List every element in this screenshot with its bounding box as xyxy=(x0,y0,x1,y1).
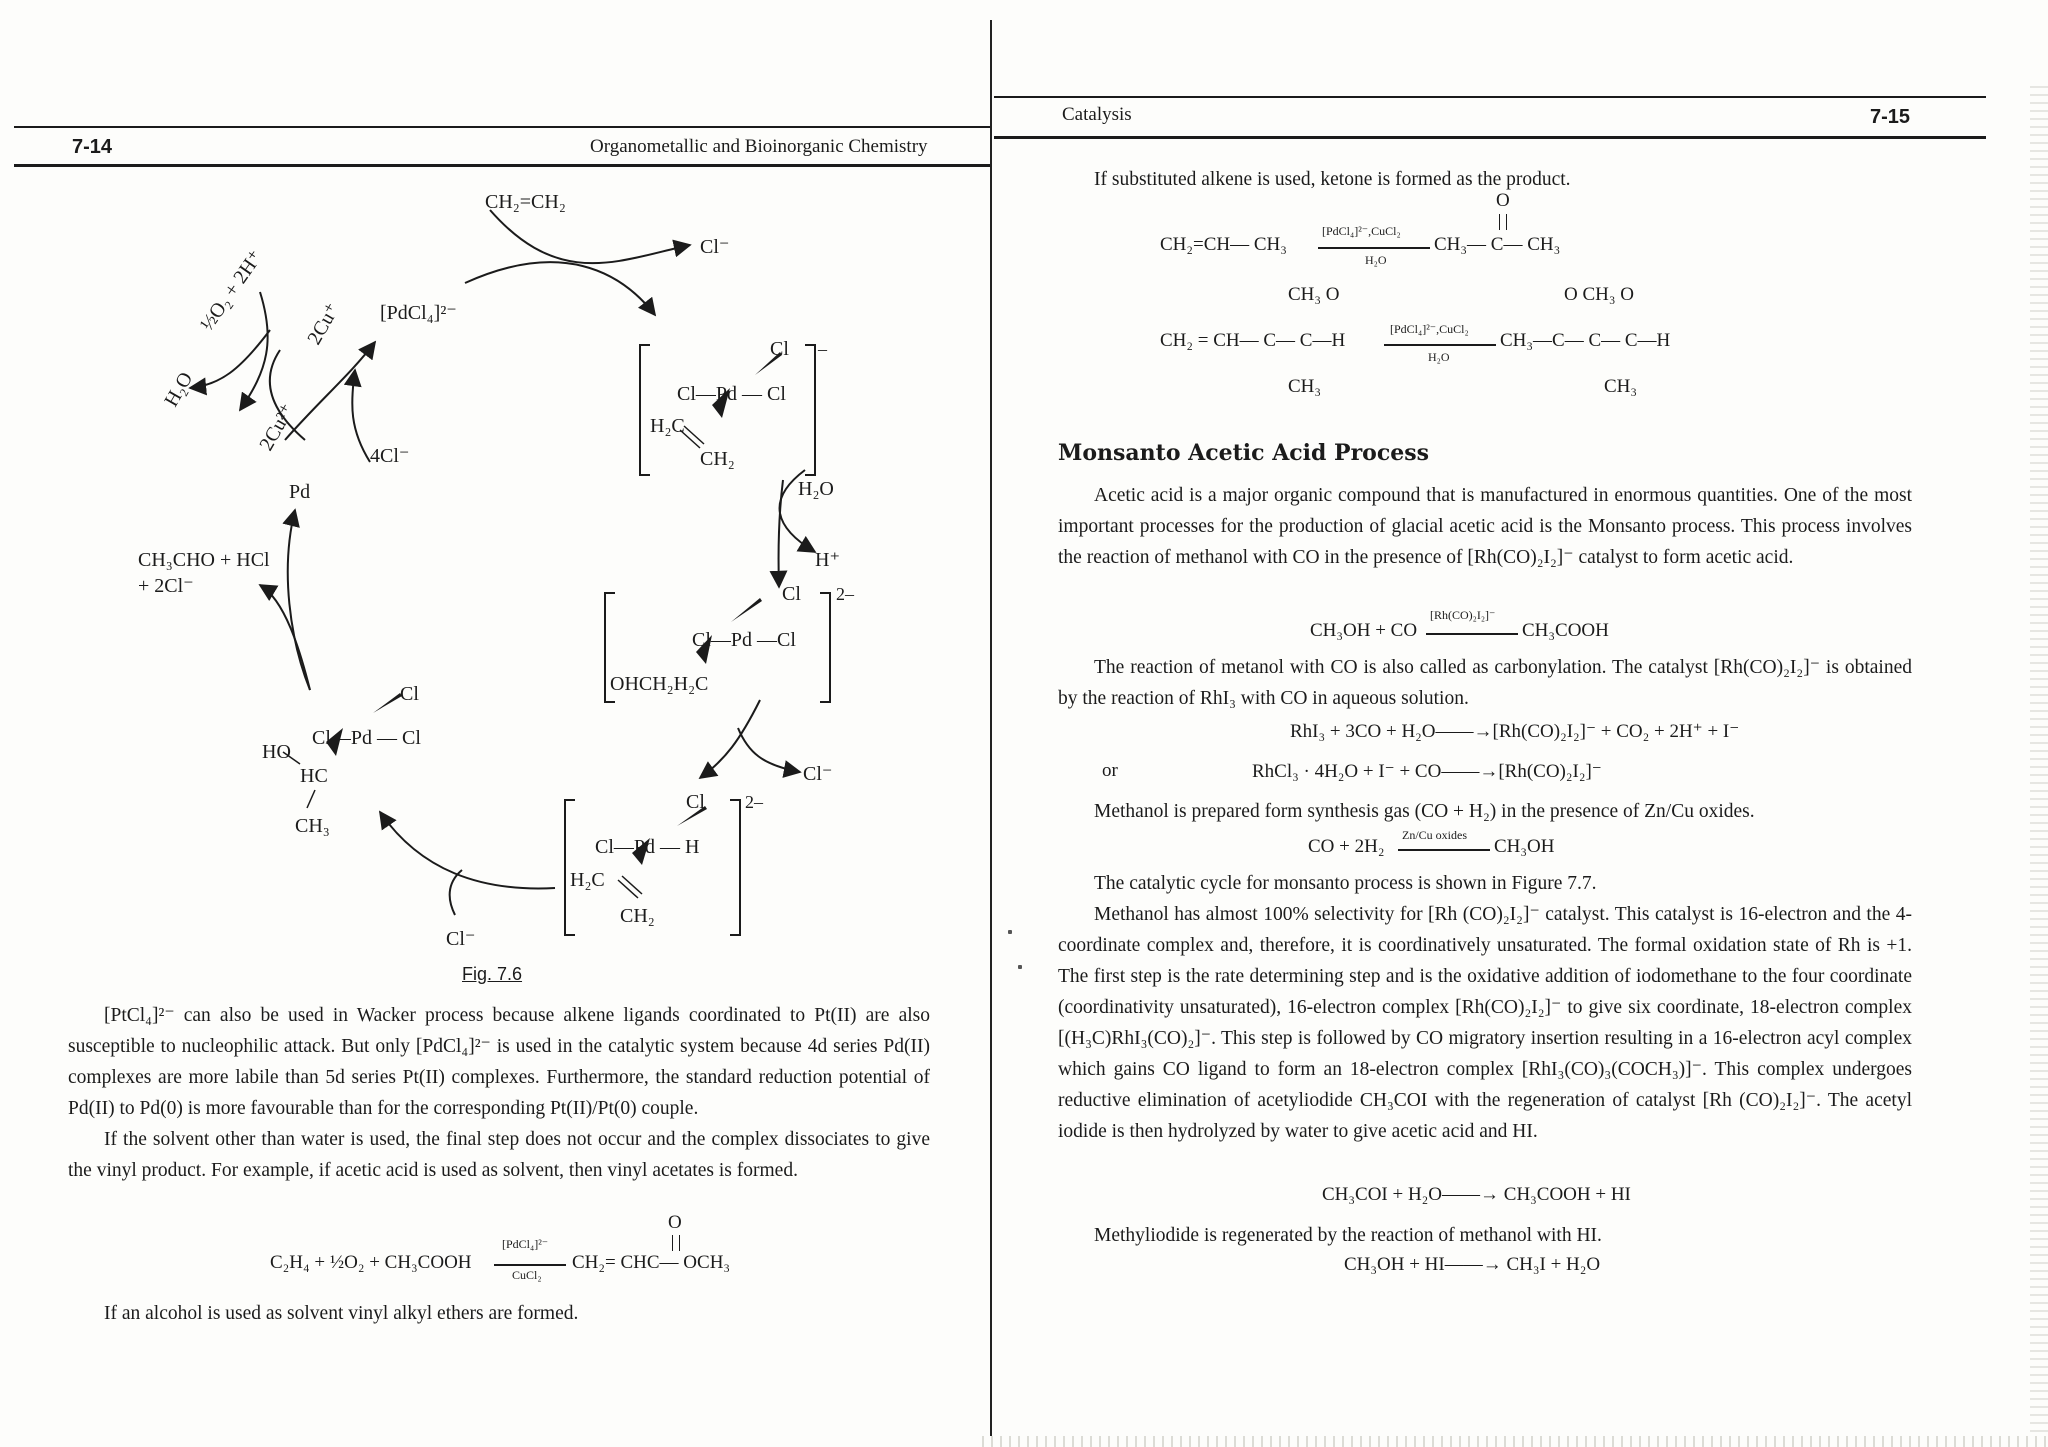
eq-vinyl-lhs: C₂H₄ + ½O₂ + CH₃COOH xyxy=(270,1252,472,1273)
ligand-bonds xyxy=(283,426,704,898)
label-cu-plus: 2Cu⁺ xyxy=(303,299,345,349)
eq-m1-above: [Rh(CO)₂I₂]⁻ xyxy=(1430,608,1496,622)
c3-pd-row: Cl—Pd — H xyxy=(595,836,700,858)
eq-k1-lhs: CH₂=CH— CH₃ xyxy=(1160,234,1287,255)
left-body-text xyxy=(68,1000,930,1186)
right-body-text-1 xyxy=(1058,480,1912,573)
figure-caption: Fig. 7.6 xyxy=(462,964,523,984)
right-paragraph-4: The catalytic cycle for monsanto process is shown in Figure 7.7. xyxy=(1094,873,1597,894)
eq-m1-rhs: CH₃COOH xyxy=(1522,620,1609,641)
arrow-complex2-to-complex3 xyxy=(700,700,760,778)
c3-charge: 2– xyxy=(745,792,763,812)
eq-k1-double-bond xyxy=(1499,214,1507,230)
monsanto-equation-6: CH₃OH + HI——→ CH₃I + H₂O xyxy=(1344,1254,1601,1275)
eq-m1-lhs: CH₃OH + CO xyxy=(1310,620,1418,641)
c4-hc: HC xyxy=(300,765,328,787)
arrow-ethylene-cl-out xyxy=(490,210,690,263)
book-spine xyxy=(990,20,992,1447)
left-paragraph-1: [PtCl₄]²⁻ can also be used in Wacker process because alkene ligands coordinated to Pt(II) are also susceptible to nucleophilic attack. But only [PdCl₄]²⁻ is used in the catalytic system because 4d series Pd(II) complexes are more labile than 5d series Pt(II) complexes. Furthermore, the standard reduction potential of Pd(II) to Pd(0) is more favourable than for the corresponding Pt(II)/Pt(0) couple. xyxy=(68,1005,930,1119)
label-chloride-out-mid: Cl⁻ xyxy=(803,763,833,785)
c4-pd-row: Cl—Pd — Cl xyxy=(312,727,421,749)
c1-ch2: CH₂ xyxy=(700,448,735,470)
eq-k1-rhs: CH₃— C— CH₃ xyxy=(1434,234,1561,255)
label-product: CH₃CHO + HCl xyxy=(138,549,270,571)
monsanto-equation-2: RhI₃ + 3CO + H₂O——→[Rh(CO)₂I₂]⁻ + CO₂ + 2H⁺ + I⁻ xyxy=(1290,721,1740,742)
right-paragraph-1: Acetic acid is a major organic compound that is manufactured in enormous quantities. One of the most important processes for the production of glacial acetic acid is the Monsanto process. This process involves the reaction of methanol with CO in the presence of [Rh(CO)₂I₂]⁻ catalyst to form acetic acid. xyxy=(1058,485,1912,568)
eq-k2-bottom-lhs: CH₃ xyxy=(1288,376,1322,397)
eq-vinyl-above: [PdCl₄]²⁻ xyxy=(502,1237,549,1251)
c2-charge: 2– xyxy=(836,584,854,604)
label-product-2: + 2Cl⁻ xyxy=(138,575,194,597)
label-proton-out: H⁺ xyxy=(815,549,840,571)
eq-vinyl-double-bond xyxy=(672,1235,680,1251)
right-body-text-3: Methanol is prepared form synthesis gas (CO + H₂) in the presence of Zn/Cu oxides. xyxy=(1094,801,1755,822)
label-water-in: H₂O xyxy=(798,478,834,500)
eq-vinyl-below: CuCl₂ xyxy=(512,1268,542,1282)
c3-h2c: H₂C xyxy=(570,869,605,891)
scan-speck xyxy=(1008,930,1012,934)
c1-cl-top: Cl xyxy=(770,338,789,360)
c1-h2c: H₂C xyxy=(650,415,685,437)
eq-m1-arrow xyxy=(1426,633,1518,635)
complex-2 xyxy=(610,583,855,695)
eq-m4-above: Zn/Cu oxides xyxy=(1402,828,1467,842)
right-header-rule-top xyxy=(994,96,1986,98)
eq-m4-rhs: CH₃OH xyxy=(1494,836,1555,857)
c3-ch2: CH₂ xyxy=(620,905,655,927)
c2-cl-top: Cl xyxy=(782,583,801,605)
bottom-page-edge xyxy=(975,1436,2048,1447)
right-paragraph-2: The reaction of metanol with CO is also called as carbonylation. The catalyst [Rh(CO)₂I₂]⁻ is obtained by the reaction of RhI₃ with CO in aqueous solution. xyxy=(1058,657,1912,709)
label-pd: Pd xyxy=(289,481,311,503)
eq-k2-arrow xyxy=(1384,344,1496,346)
left-closing-text: If an alcohol is used as solvent vinyl alkyl ethers are formed. xyxy=(104,1303,579,1324)
eq-k1-o: O xyxy=(1496,190,1510,211)
eq-k2-below: H₂O xyxy=(1428,350,1450,364)
monsanto-equation-5: CH₃COI + H₂O——→ CH₃COOH + HI xyxy=(1322,1184,1631,1205)
complex-4 xyxy=(262,683,421,837)
eq-k2-above: [PdCl₄]²⁻,CuCl₂ xyxy=(1390,322,1469,336)
c2-ligand: OHCH₂H₂C xyxy=(610,673,709,695)
complex-1 xyxy=(650,338,828,470)
arrow-cl-in-bottom xyxy=(450,870,462,915)
right-page-edge xyxy=(2030,80,2048,1447)
eq-k2-lhs: CH₂ = CH— C— C—H xyxy=(1160,330,1346,351)
eq-m4-arrow xyxy=(1398,849,1490,851)
eq-k2-bottom-rhs: CH₃ xyxy=(1604,376,1638,397)
arrow-product-out xyxy=(260,585,310,690)
eq-k2-top-rhs: O CH₃ O xyxy=(1564,284,1634,305)
left-page-number: 7-14 xyxy=(72,136,113,158)
label-pdcl4: [PdCl₄]²⁻ xyxy=(380,302,457,324)
arrow-complex4-to-pd xyxy=(288,510,310,690)
right-paragraph-5: Methanol has almost 100% selectivity for [Rh (CO)₂I₂]⁻ catalyst. This catalyst is 16-electron and the 4-coordinate complex and, therefore, it is coordinatively unsaturated. The formal oxidation state of Rh is +1. The first step is the rate determining step and is the oxidative addition of iodomethane to the four coordinate (coordinativity unsaturated), 16-electron complex [Rh(CO)₂I₂]⁻ to give six coordinate, 18-electron complex [(H₃C)RhI₃(CO)₂]⁻. This step is followed by CO migratory insertion resulting in a 16-electron acyl complex which gains CO ligand to form an 18-electron complex [RhI₃(CO)₃(COCH₃)]⁻. This complex undergoes reductive elimination of acetyliodide CH₃COI with the regeneration of catalyst [Rh (CO)₂I₂]⁻. The acetyl iodide is then hydrolyzed by water to give acetic acid and HI. xyxy=(1058,904,1912,1142)
right-page-number: 7-15 xyxy=(1870,106,1911,128)
c1-pd-row: Cl—Pd — Cl xyxy=(677,383,786,405)
label-ethylene: CH₂=CH₂ xyxy=(485,191,566,213)
eq-m4-lhs: CO + 2H₂ xyxy=(1308,836,1385,857)
scan-speck xyxy=(1018,965,1022,969)
right-body-text-4 xyxy=(1058,868,1912,1147)
complex-3 xyxy=(570,791,764,927)
eq-vinyl-carbonyl-o: O xyxy=(668,1212,682,1233)
eq-k2-top-lhs: CH₃ O xyxy=(1288,284,1340,305)
label-h2o-left: H₂O xyxy=(160,368,198,411)
section-title: Monsanto Acetic Acid Process xyxy=(1058,440,1430,466)
eq-k1-arrow xyxy=(1318,247,1430,249)
arrow-4cl-in xyxy=(352,370,370,462)
monsanto-equation-3: RhCl₃ · 4H₂O + I⁻ + CO——→[Rh(CO)₂I₂]⁻ xyxy=(1252,761,1602,782)
c3-cl-top: Cl xyxy=(686,791,705,813)
left-running-head: Organometallic and Bioinorganic Chemistry xyxy=(590,136,928,157)
eq-k1-above: [PdCl₄]²⁻,CuCl₂ xyxy=(1322,224,1401,238)
right-running-head: Catalysis xyxy=(1062,104,1132,125)
eq-vinyl-rhs: CH₂= CHC— OCH₃ xyxy=(572,1252,731,1273)
eq-k1-below: H₂O xyxy=(1365,253,1387,267)
label-chloride-in-bottom: Cl⁻ xyxy=(446,928,476,950)
eq-vinyl-arrow xyxy=(494,1264,566,1266)
eq-k2-rhs: CH₃—C— C— C—H xyxy=(1500,330,1671,351)
right-body-text-2 xyxy=(1058,652,1912,714)
left-paragraph-2: If the solvent other than water is used, the final step does not occur and the complex dissociates to give the vinyl product. For example, if acetic acid is used as solvent, then vinyl acetates is formed. xyxy=(68,1129,930,1181)
label-cu-2plus: 2Cu²⁺ xyxy=(255,400,300,455)
right-body-text-6: Methyliodide is regenerated by the reaction of methanol with HI. xyxy=(1094,1225,1602,1246)
wacker-cycle-svg xyxy=(0,0,990,960)
label-half-o2: ½O₂ + 2H⁺ xyxy=(196,246,268,335)
arrow-pd-to-pdcl4 xyxy=(285,342,375,440)
c4-ch3: CH₃ xyxy=(295,815,330,837)
label-four-cl: 4Cl⁻ xyxy=(370,445,410,467)
label-chloride-out-top: Cl⁻ xyxy=(700,236,730,258)
wedge-bonds xyxy=(326,352,782,865)
right-header-rule xyxy=(994,136,1986,139)
arrow-pdcl4-to-complex1 xyxy=(465,262,655,315)
arrow-complex3-to-complex4 xyxy=(380,812,555,888)
c1-charge: – xyxy=(818,339,827,359)
right-intro: If substituted alkene is used, ketone is formed as the product. xyxy=(1094,169,1571,190)
c4-cl-top: Cl xyxy=(400,683,419,705)
or-label: or xyxy=(1102,760,1118,781)
c2-pd-row: Cl—Pd —Cl xyxy=(692,629,796,651)
arrow-cl-out-mid xyxy=(738,728,800,772)
c4-ho: HO xyxy=(262,741,291,763)
